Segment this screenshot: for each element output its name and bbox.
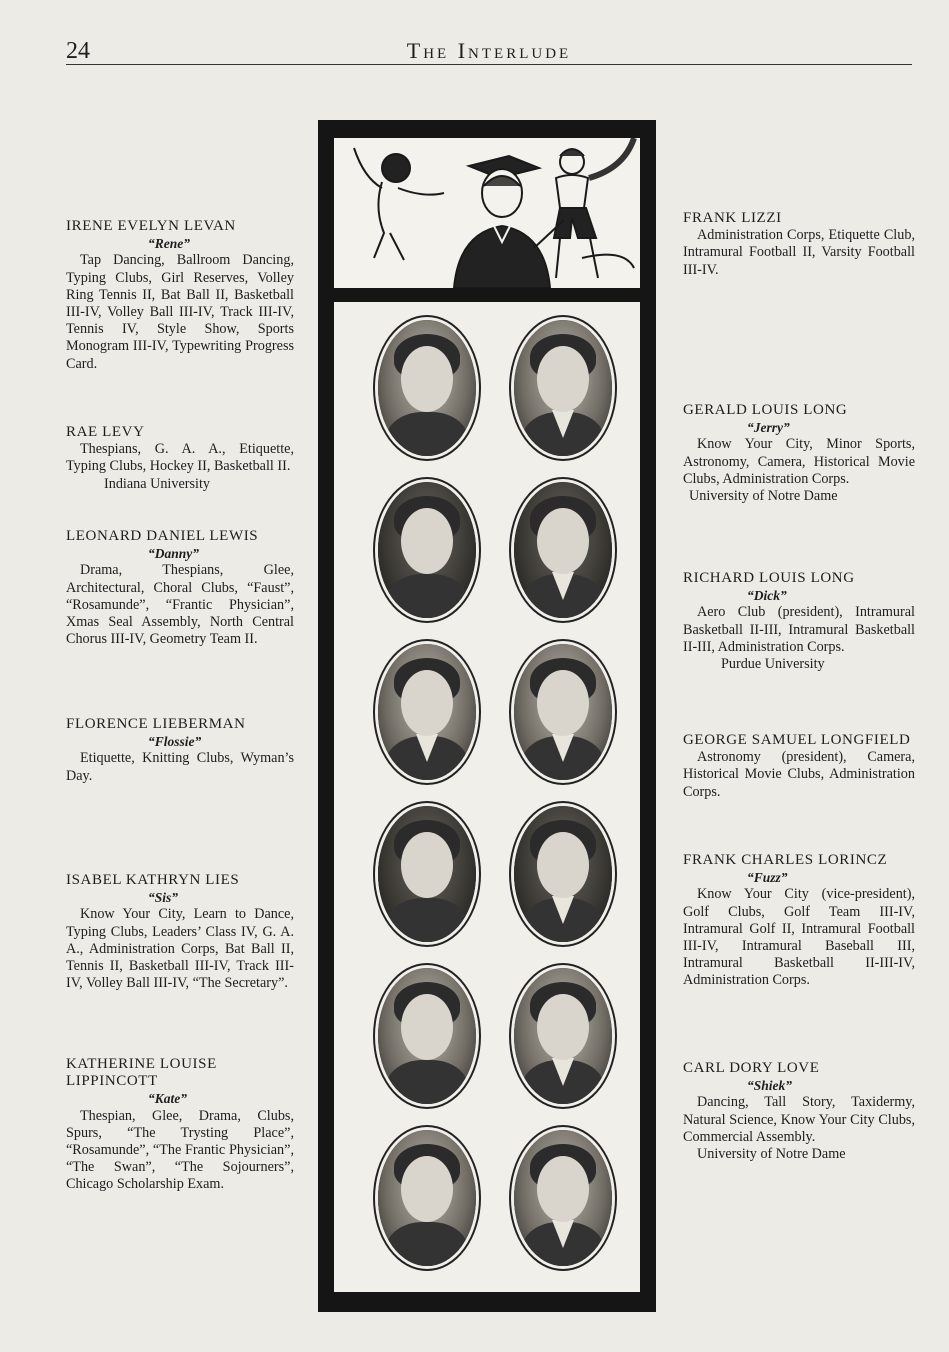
student-activities: Tap Dancing, Ballroom Dancing, Typing Clubs, Girl Reserves, Volley Ring Tennis II, Bat Ball II, Basketball III-IV, Volley Ball III-IV, Track III-IV, Tennis IV, Style Show, Sports Monogram III-IV, Typewriting Progress Card. xyxy=(66,252,294,372)
senior-entry-lewis xyxy=(66,528,294,648)
student-portrait xyxy=(514,320,612,456)
student-name: FLORENCE LIEBERMAN xyxy=(66,716,246,732)
student-activities: Know Your City (vice-president), Golf Clubs, Golf Team III-IV, Intramural Golf II, Intramural Football III-IV, Intramural Baseball III, Intramural Basketball II-III-IV, Administration Corps. xyxy=(683,886,915,989)
student-activities: Know Your City, Learn to Dance, Typing Clubs, Leaders’ Class IV, G. A. A., Administration Corps, Bat Ball II, Tennis II, Basketball III-IV, Track III-IV, Volley Ball III-IV, “The Secretary”. xyxy=(66,906,294,992)
running-title: The Interlude xyxy=(406,38,572,63)
senior-entry-lorincz xyxy=(683,852,915,990)
senior-entry-levan xyxy=(66,218,294,373)
sports-cartoon-icon xyxy=(334,138,640,288)
student-college: University of Notre Dame xyxy=(697,1146,846,1163)
student-name: FRANK CHARLES LORINCZ xyxy=(683,852,888,868)
student-portrait xyxy=(514,482,612,618)
student-nickname: “Shiek” xyxy=(747,1078,793,1094)
student-name: LEONARD DANIEL LEWIS xyxy=(66,528,259,544)
student-portrait xyxy=(514,1130,612,1266)
student-nickname: “Fuzz” xyxy=(747,870,788,886)
student-nickname: “Kate” xyxy=(148,1091,187,1107)
student-portrait xyxy=(514,968,612,1104)
student-portrait xyxy=(378,806,476,942)
student-name: KATHERINE LOUISE LIPPINCOTT xyxy=(66,1056,217,1090)
senior-entry-love xyxy=(683,1060,915,1163)
student-name: RICHARD LOUIS LONG xyxy=(683,570,855,586)
student-name: CARL DORY LOVE xyxy=(683,1060,820,1076)
senior-entry-richard-long xyxy=(683,570,915,673)
senior-entry-lies xyxy=(66,872,294,992)
cartoon-illustration xyxy=(334,138,640,288)
student-nickname: “Dick” xyxy=(747,588,787,604)
senior-entry-gerald-long xyxy=(683,402,915,505)
student-activities: Thespian, Glee, Drama, Clubs, Spurs, “The Trysting Place”, “Rosamunde”, “The Frantic Physician”, “The Swan”, “The Sojourners”, Chicago Scholarship Exam. xyxy=(66,1107,294,1193)
student-nickname: “Sis” xyxy=(148,890,179,906)
senior-entry-lippincott xyxy=(66,1056,294,1194)
student-portrait xyxy=(378,968,476,1104)
student-name: GERALD LOUIS LONG xyxy=(683,402,848,418)
student-portrait xyxy=(514,644,612,780)
student-activities: Etiquette, Knitting Clubs, Wyman’s Day. xyxy=(66,750,294,784)
student-college: University of Notre Dame xyxy=(689,488,838,505)
right-column xyxy=(683,0,915,1352)
student-activities: Dancing, Tall Story, Taxidermy, Natural Science, Know Your City Clubs, Commercial Assembly. xyxy=(683,1094,915,1145)
student-college: Indiana University xyxy=(104,475,210,492)
page-number: 24 xyxy=(66,38,90,64)
student-name: FRANK LIZZI xyxy=(683,210,782,226)
student-nickname: “Rene” xyxy=(148,236,190,252)
senior-entry-lieberman xyxy=(66,716,294,785)
student-portrait xyxy=(378,482,476,618)
senior-entry-lizzi xyxy=(683,210,915,279)
senior-entry-longfield xyxy=(683,732,915,801)
left-column xyxy=(66,0,294,1352)
student-portrait xyxy=(378,1130,476,1266)
student-nickname: “Danny” xyxy=(148,546,200,562)
portrait-grid xyxy=(334,302,640,1292)
student-nickname: “Flossie” xyxy=(148,734,202,750)
student-portrait xyxy=(378,320,476,456)
senior-entry-levy xyxy=(66,424,294,493)
student-portrait xyxy=(514,806,612,942)
student-name: ISABEL KATHRYN LIES xyxy=(66,872,240,888)
student-activities: Know Your City, Minor Sports, Astronomy, Camera, Historical Movie Clubs, Administration Corps. xyxy=(683,436,915,487)
student-activities: Thespians, G. A. A., Etiquette, Typing Clubs, Hockey II, Basketball II. xyxy=(66,441,294,475)
student-name: GEORGE SAMUEL LONGFIELD xyxy=(683,732,911,748)
student-activities: Administration Corps, Etiquette Club, Intramural Football II, Varsity Football III-IV. xyxy=(683,227,915,278)
student-portrait xyxy=(378,644,476,780)
photo-strip xyxy=(318,120,656,1312)
student-name: RAE LEVY xyxy=(66,424,145,440)
student-name: IRENE EVELYN LEVAN xyxy=(66,218,236,234)
student-activities: Astronomy (president), Camera, Historical Movie Clubs, Administration Corps. xyxy=(683,749,915,800)
student-nickname: “Jerry” xyxy=(747,420,790,436)
student-activities: Aero Club (president), Intramural Basketball II-III, Intramural Basketball II-III, Administration Corps. xyxy=(683,604,915,655)
student-college: Purdue University xyxy=(721,656,825,673)
student-activities: Drama, Thespians, Glee, Architectural, Choral Clubs, “Faust”, “Rosamunde”, “Frantic Physician”, Xmas Seal Assembly, North Central Chorus III-IV, Geometry Team II. xyxy=(66,562,294,648)
